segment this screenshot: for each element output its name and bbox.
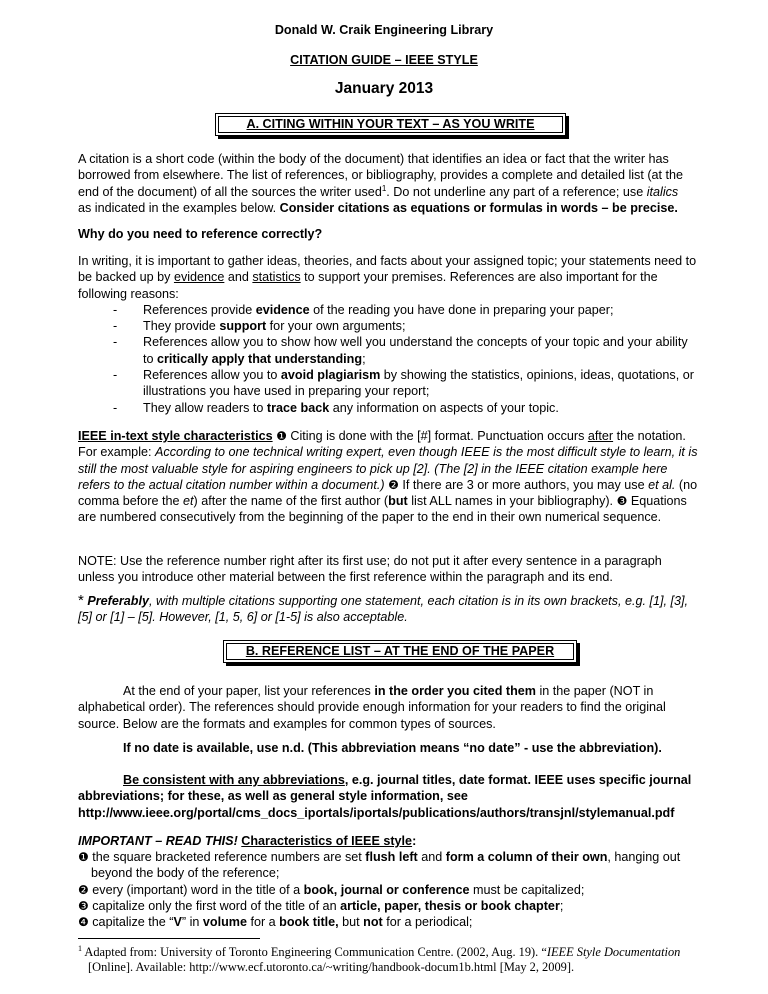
important-heading: IMPORTANT – READ THIS! Characteristics of IEEE style: [78, 834, 417, 848]
why-paragraph: In writing, it is important to gather ideas, theories, and facts about your assigned topic; your statements need to be backed up by evidence and statistics to support your premises. References are also important for the following reasons: - References provide evidence of the reading you have done in preparing your paper; - They provide support for your own arguments; - References allow you to show how well you understand the concepts of your topic and your ability to critically apply that understanding; - References allow you to avoid plagiarism by showing the statistics, opinions, ideas, quotations, or illustrations you have used in preparing your report; - They allow readers to trace back any information on aspects of your topic. [78, 254, 697, 415]
reasons-list [78, 302, 698, 416]
footnote-rule [78, 938, 260, 939]
characteristics-list [78, 849, 702, 930]
intro-paragraph: A citation is a short code (within the body of the document) that identifies an idea or fact that the writer has borrowed from elsewhere. The list of references, or bibliography, provides a complete and detailed list (at the end of the document) of all the sources the writer used$^1$. Do not underline any part of a reference; use italics as indicated in the examples below. Consider citations as equations or formulas in words – be precise. [78, 152, 684, 215]
list-item: ❶ the square bracketed reference numbers are set flush left and form a column of their own, hanging out beyond the body of the reference; [78, 850, 681, 881]
list-item: - References allow you to show how well you understand the concepts of your topic and your ability to critically apply that understanding; [113, 335, 688, 366]
number-three-icon: ❸ [78, 898, 89, 913]
number-four-icon: ❹ [78, 915, 89, 930]
list-item: - They provide support for your own arguments; [113, 319, 406, 334]
guide-title: CITATION GUIDE – IEEE STYLE [290, 53, 478, 67]
section-a-heading: A. CITING WITHIN YOUR TEXT – AS YOU WRITE [215, 113, 566, 136]
number-one-icon: ❶ [78, 850, 89, 864]
list-item: - They allow readers to trace back any information on aspects of your topic. [113, 400, 559, 415]
library-name: Donald W. Craik Engineering Library [274, 23, 494, 37]
style-manual-link: http://www.ieee.org/portal/cms_docs_iportals/iportals/publications/authors/transjnl/stylemanual.pdf [78, 805, 675, 820]
list-item: ❷ every (important) word in the title of a book, journal or conference must be capitalized; [78, 882, 585, 897]
footnote: $^1$ Adapted from: University of Toronto Engineering Communication Centre. (2002, Aug. 19). “IEEE Style Documentation [Online]. Available: http://www.ecf.utoronto.ca/~writing/handbook-docum1b.html [May 2, 2009]. [78, 943, 681, 974]
guide-date: January 2013 [334, 80, 434, 97]
number-one-icon: ❶ [276, 429, 287, 443]
note-paragraph: NOTE: Use the reference number right after its first use; do not put it after every sentence in a paragraph unless you introduce other material between the first reference within the paragraph and its end. [78, 554, 662, 585]
no-date-note: If no date is available, use n.d. (This abbreviation means “no date” - use the abbreviation). [123, 741, 662, 755]
why-heading: Why do you need to reference correctly? [78, 227, 323, 241]
list-item: - References allow you to avoid plagiarism by showing the statistics, opinions, ideas, quotations, or illustrations you have used in preparing your report; [113, 368, 694, 399]
number-three-icon: ❸ [616, 494, 628, 509]
list-item: - References provide evidence of the reading you have done in preparing your paper; [113, 302, 614, 317]
list-item: ❹ capitalize the “V” in volume for a book title, but not for a periodical; [78, 915, 473, 930]
preferably-paragraph: * Preferably, with multiple citations supporting one statement, each citation is in its own brackets, e.g. [1], [3], [5] or [1] – [5]. However, [1, 5, 6] or [1-5] is also acceptable. [78, 592, 688, 625]
number-two-icon: ❷ [78, 882, 89, 897]
list-item: ❸ capitalize only the first word of the title of an article, paper, thesis or book chapter; [78, 898, 564, 913]
section-b-heading: B. REFERENCE LIST – AT THE END OF THE PAPER [223, 640, 577, 663]
number-two-icon: ❷ [388, 477, 399, 492]
ieee-characteristics-paragraph: IEEE in-text style characteristics ❶ Citing is done with the [#] format. Punctuation occurs after the notation. For example: According to one technical writing expert, even though IEEE is the most difficult style to learn, it is still the most valuable style for aspiring engineers to pick up [2]. (The [2] in the IEEE citation example here refers to the actual citation number within a document.) ❷ If there are 3 or more authors, you may use et al. (no comma before the et) after the name of the first author (but list ALL names in your bibliography). ❸ Equations are numbered consecutively from the beginning of the paper to the end in their own numerical sequence. [78, 429, 698, 525]
abbreviations-paragraph: Be consistent with any abbreviations, e.g. journal titles, date format. IEEE uses specific journal abbreviations; for these, as well as general style information, see http://www.ieee.org/portal/cms_docs_iportals/iportals/publications/authors/transjnl/stylemanual.pdf [78, 772, 698, 821]
reference-list-paragraph: At the end of your paper, list your references in the order you cited them in the paper (NOT in alphabetical order). The references should provide enough information for your readers to find the original source. Below are the formats and examples for common types of sources. [78, 684, 666, 731]
